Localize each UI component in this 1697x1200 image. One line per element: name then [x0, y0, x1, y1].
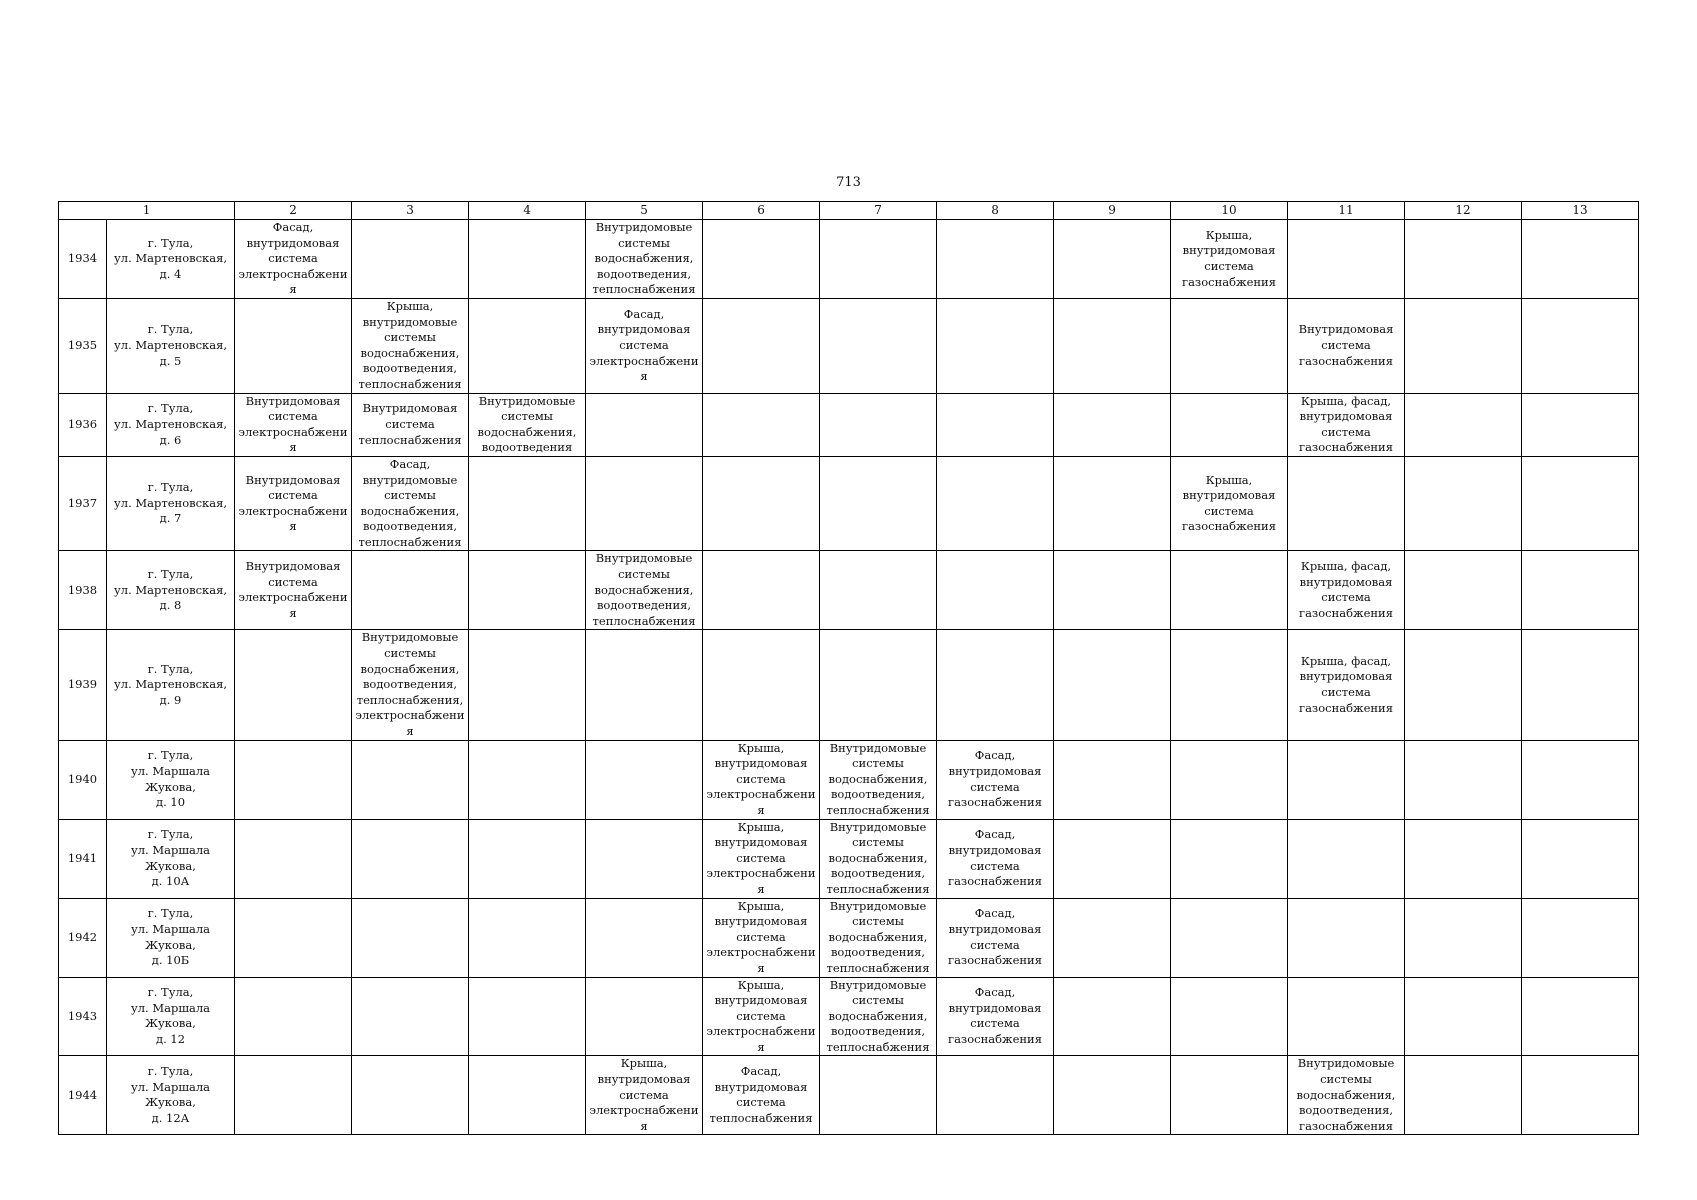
work-cell-col-3	[352, 819, 469, 898]
work-description: Крыша, внутридомовая система электроснабжения	[589, 1056, 699, 1133]
row-number: 1943	[67, 1008, 98, 1023]
work-cell-col-10	[1171, 393, 1288, 456]
row-number-cell	[59, 1056, 107, 1135]
address-cell	[107, 393, 235, 456]
work-cell-col-11	[1288, 551, 1405, 630]
work-cell-col-12	[1405, 298, 1522, 393]
work-cell-col-10	[1171, 898, 1288, 977]
work-cell-col-9	[1054, 977, 1171, 1056]
column-header-1: 1	[59, 202, 235, 220]
work-cell-col-9	[1054, 393, 1171, 456]
work-cell-col-2	[235, 898, 352, 977]
work-cell-col-7	[820, 977, 937, 1056]
work-cell-col-11	[1288, 898, 1405, 977]
address-cell	[107, 898, 235, 977]
work-cell-col-7	[820, 551, 937, 630]
row-number-cell	[59, 220, 107, 299]
work-cell-col-13	[1522, 898, 1639, 977]
work-description: Фасад, внутридомовая система газоснабжения	[948, 748, 1042, 810]
work-cell-col-7	[820, 393, 937, 456]
work-cell-col-13	[1522, 977, 1639, 1056]
work-cell-col-12	[1405, 630, 1522, 740]
work-cell-col-11	[1288, 220, 1405, 299]
column-number-header-row	[59, 202, 1639, 220]
address-text: г. Тула, ул. Мартеновская, д. 7	[114, 480, 228, 526]
work-cell-col-13	[1522, 630, 1639, 740]
address-cell	[107, 819, 235, 898]
work-cell-col-12	[1405, 898, 1522, 977]
work-cell-col-3	[352, 977, 469, 1056]
row-number-cell	[59, 630, 107, 740]
work-cell-col-5	[586, 740, 703, 819]
work-cell-col-4	[469, 630, 586, 740]
work-description: Внутридомовые системы водоснабжения, водоотведения, теплоснабжения	[826, 740, 930, 817]
work-cell-col-5	[586, 393, 703, 456]
work-cell-col-4	[469, 298, 586, 393]
work-description: Крыша, внутридомовая система газоснабжения	[1182, 227, 1276, 289]
work-description: Внутридомовая система электроснабжения	[238, 472, 348, 534]
work-description: Внутридомовые системы водоснабжения, водоотведения, теплоснабжения	[592, 551, 696, 628]
row-number: 1934	[67, 251, 98, 266]
work-description: Крыша, внутридомовая система электроснабжения	[706, 819, 816, 896]
work-cell-col-7	[820, 298, 937, 393]
work-cell-col-5	[586, 630, 703, 740]
work-cell-col-5	[586, 977, 703, 1056]
work-cell-col-8	[937, 298, 1054, 393]
column-header-13: 13	[1522, 202, 1639, 220]
table-row	[59, 393, 1639, 456]
work-cell-col-11	[1288, 977, 1405, 1056]
address-text: г. Тула, ул. Маршала Жукова, д. 12А	[130, 1064, 211, 1126]
address-text: г. Тула, ул. Мартеновская, д. 6	[114, 401, 228, 447]
work-cell-col-8	[937, 220, 1054, 299]
work-cell-col-12	[1405, 819, 1522, 898]
work-cell-col-8	[937, 393, 1054, 456]
work-cell-col-9	[1054, 898, 1171, 977]
row-number-cell	[59, 740, 107, 819]
row-number-cell	[59, 551, 107, 630]
work-cell-col-3	[352, 298, 469, 393]
table-row	[59, 977, 1639, 1056]
work-description: Фасад, внутридомовая система газоснабжения	[948, 985, 1042, 1047]
work-cell-col-4	[469, 551, 586, 630]
work-description: Крыша, внутридомовая система электроснабжения	[706, 740, 816, 817]
work-description: Внутридомовая система теплоснабжения	[358, 401, 462, 447]
work-cell-col-8	[937, 551, 1054, 630]
work-cell-col-4	[469, 1056, 586, 1135]
work-cell-col-13	[1522, 551, 1639, 630]
work-cell-col-2	[235, 456, 352, 551]
work-cell-col-3	[352, 393, 469, 456]
work-cell-col-13	[1522, 1056, 1639, 1135]
work-cell-col-10	[1171, 740, 1288, 819]
work-cell-col-11	[1288, 393, 1405, 456]
address-text: г. Тула, ул. Маршала Жукова, д. 10	[130, 748, 211, 810]
row-number: 1940	[67, 771, 98, 786]
work-cell-col-11	[1288, 740, 1405, 819]
work-description: Внутридомовая система электроснабжения	[238, 559, 348, 621]
work-description: Внутридомовые системы водоснабжения, водоотведения, газоснабжения	[1296, 1056, 1396, 1133]
repair-schedule-table	[58, 201, 1639, 1135]
work-cell-col-4	[469, 456, 586, 551]
work-cell-col-13	[1522, 298, 1639, 393]
work-cell-col-8	[937, 819, 1054, 898]
row-number: 1936	[67, 416, 98, 431]
work-cell-col-4	[469, 898, 586, 977]
work-description: Крыша, фасад, внутридомовая система газоснабжения	[1299, 393, 1393, 455]
work-description: Внутридомовые системы водоснабжения, водоотведения	[477, 393, 577, 455]
work-cell-col-7	[820, 456, 937, 551]
work-description: Внутридомовая система газоснабжения	[1298, 322, 1394, 368]
column-header-9: 9	[1054, 202, 1171, 220]
work-description: Фасад, внутридомовая система теплоснабжения	[709, 1064, 813, 1126]
column-header-8: 8	[937, 202, 1054, 220]
work-cell-col-13	[1522, 740, 1639, 819]
work-cell-col-7	[820, 898, 937, 977]
work-cell-col-10	[1171, 630, 1288, 740]
work-cell-col-12	[1405, 740, 1522, 819]
work-cell-col-9	[1054, 819, 1171, 898]
work-cell-col-8	[937, 456, 1054, 551]
row-number: 1938	[67, 582, 98, 597]
page-number: 713	[836, 175, 861, 190]
work-cell-col-6	[703, 819, 820, 898]
work-cell-col-3	[352, 551, 469, 630]
work-cell-col-4	[469, 220, 586, 299]
work-cell-col-2	[235, 298, 352, 393]
work-cell-col-6	[703, 977, 820, 1056]
work-cell-col-13	[1522, 220, 1639, 299]
address-text: г. Тула, ул. Маршала Жукова, д. 10А	[130, 827, 211, 889]
work-cell-col-11	[1288, 630, 1405, 740]
work-cell-col-2	[235, 1056, 352, 1135]
work-cell-col-5	[586, 819, 703, 898]
table-row	[59, 630, 1639, 740]
work-cell-col-6	[703, 1056, 820, 1135]
work-cell-col-5	[586, 551, 703, 630]
work-cell-col-8	[937, 740, 1054, 819]
work-cell-col-7	[820, 220, 937, 299]
table-row	[59, 740, 1639, 819]
work-description: Крыша, внутридомовая система электроснабжения	[706, 898, 816, 975]
work-cell-col-6	[703, 456, 820, 551]
work-cell-col-11	[1288, 819, 1405, 898]
work-cell-col-12	[1405, 456, 1522, 551]
table-body	[59, 220, 1639, 1135]
work-description: Крыша, фасад, внутридомовая система газоснабжения	[1299, 559, 1393, 621]
work-cell-col-13	[1522, 456, 1639, 551]
work-cell-col-10	[1171, 819, 1288, 898]
column-header-11: 11	[1288, 202, 1405, 220]
work-cell-col-9	[1054, 1056, 1171, 1135]
work-cell-col-3	[352, 1056, 469, 1135]
address-text: г. Тула, ул. Мартеновская, д. 5	[114, 322, 228, 368]
work-cell-col-6	[703, 220, 820, 299]
work-cell-col-2	[235, 551, 352, 630]
work-cell-col-6	[703, 898, 820, 977]
work-description: Внутридомовые системы водоснабжения, водоотведения, теплоснабжения	[592, 220, 696, 297]
work-description: Внутридомовые системы водоснабжения, водоотведения, теплоснабжения	[826, 898, 930, 975]
work-cell-col-8	[937, 898, 1054, 977]
work-description: Фасад, внутридомовая система газоснабжения	[948, 827, 1042, 889]
address-cell	[107, 977, 235, 1056]
column-header-6: 6	[703, 202, 820, 220]
address-text: г. Тула, ул. Мартеновская, д. 9	[114, 661, 228, 707]
work-cell-col-7	[820, 630, 937, 740]
work-cell-col-7	[820, 740, 937, 819]
table-row	[59, 819, 1639, 898]
work-cell-col-10	[1171, 456, 1288, 551]
work-cell-col-2	[235, 630, 352, 740]
work-cell-col-9	[1054, 740, 1171, 819]
work-cell-col-10	[1171, 220, 1288, 299]
work-cell-col-11	[1288, 1056, 1405, 1135]
row-number-cell	[59, 898, 107, 977]
table-row	[59, 1056, 1639, 1135]
work-cell-col-9	[1054, 630, 1171, 740]
work-description: Внутридомовые системы водоснабжения, водоотведения, теплоснабжения	[826, 977, 930, 1054]
work-description: Крыша, фасад, внутридомовая система газоснабжения	[1299, 653, 1393, 715]
address-cell	[107, 1056, 235, 1135]
row-number-cell	[59, 456, 107, 551]
table-row	[59, 456, 1639, 551]
row-number: 1935	[67, 337, 98, 352]
work-cell-col-10	[1171, 1056, 1288, 1135]
address-cell	[107, 298, 235, 393]
work-cell-col-2	[235, 393, 352, 456]
work-cell-col-4	[469, 740, 586, 819]
work-cell-col-10	[1171, 977, 1288, 1056]
row-number-cell	[59, 298, 107, 393]
work-cell-col-3	[352, 740, 469, 819]
address-cell	[107, 456, 235, 551]
work-cell-col-2	[235, 740, 352, 819]
work-cell-col-8	[937, 630, 1054, 740]
work-cell-col-12	[1405, 220, 1522, 299]
work-description: Крыша, внутридомовая система газоснабжения	[1182, 472, 1276, 534]
work-cell-col-6	[703, 630, 820, 740]
work-cell-col-5	[586, 1056, 703, 1135]
work-cell-col-5	[586, 220, 703, 299]
column-header-3: 3	[352, 202, 469, 220]
work-cell-col-12	[1405, 977, 1522, 1056]
work-cell-col-10	[1171, 551, 1288, 630]
work-cell-col-4	[469, 819, 586, 898]
work-cell-col-11	[1288, 298, 1405, 393]
table-row	[59, 551, 1639, 630]
work-cell-col-6	[703, 393, 820, 456]
row-number: 1942	[67, 929, 98, 944]
work-cell-col-5	[586, 898, 703, 977]
work-cell-col-2	[235, 977, 352, 1056]
work-cell-col-9	[1054, 456, 1171, 551]
work-description: Фасад, внутридомовые системы водоснабжения, водоотведения, теплоснабжения	[358, 456, 462, 549]
row-number: 1941	[67, 850, 98, 865]
work-description: Внутридомовые системы водоснабжения, водоотведения, теплоснабжения, электроснабжения	[355, 630, 465, 738]
work-description: Фасад, внутридомовая система газоснабжения	[948, 906, 1042, 968]
address-text: г. Тула, ул. Мартеновская, д. 8	[114, 567, 228, 613]
table-row	[59, 898, 1639, 977]
table-row	[59, 298, 1639, 393]
work-cell-col-13	[1522, 393, 1639, 456]
row-number-cell	[59, 977, 107, 1056]
row-number: 1937	[67, 495, 98, 510]
row-number: 1944	[67, 1087, 98, 1102]
work-cell-col-4	[469, 977, 586, 1056]
work-cell-col-13	[1522, 819, 1639, 898]
address-text: г. Тула, ул. Мартеновская, д. 4	[114, 235, 228, 281]
work-description: Фасад, внутридомовая система электроснабжения	[589, 306, 699, 384]
work-cell-col-7	[820, 819, 937, 898]
row-number: 1939	[67, 677, 98, 692]
work-cell-col-8	[937, 1056, 1054, 1135]
work-cell-col-12	[1405, 393, 1522, 456]
column-header-12: 12	[1405, 202, 1522, 220]
work-cell-col-3	[352, 630, 469, 740]
work-cell-col-2	[235, 220, 352, 299]
work-cell-col-10	[1171, 298, 1288, 393]
work-cell-col-12	[1405, 551, 1522, 630]
work-cell-col-9	[1054, 220, 1171, 299]
work-cell-col-3	[352, 456, 469, 551]
work-description: Внутридомовые системы водоснабжения, водоотведения, теплоснабжения	[826, 819, 930, 896]
work-cell-col-6	[703, 551, 820, 630]
address-cell	[107, 740, 235, 819]
work-cell-col-5	[586, 298, 703, 393]
work-cell-col-9	[1054, 298, 1171, 393]
address-cell	[107, 220, 235, 299]
work-cell-col-12	[1405, 1056, 1522, 1135]
work-cell-col-9	[1054, 551, 1171, 630]
address-text: г. Тула, ул. Маршала Жукова, д. 12	[130, 985, 211, 1047]
work-description: Внутридомовая система электроснабжения	[238, 393, 348, 455]
work-cell-col-2	[235, 819, 352, 898]
row-number-cell	[59, 393, 107, 456]
work-cell-col-8	[937, 977, 1054, 1056]
column-header-2: 2	[235, 202, 352, 220]
work-cell-col-3	[352, 898, 469, 977]
column-header-7: 7	[820, 202, 937, 220]
work-cell-col-4	[469, 393, 586, 456]
column-header-4: 4	[469, 202, 586, 220]
work-cell-col-3	[352, 220, 469, 299]
address-cell	[107, 551, 235, 630]
column-header-10: 10	[1171, 202, 1288, 220]
work-cell-col-6	[703, 298, 820, 393]
work-cell-col-11	[1288, 456, 1405, 551]
column-header-5: 5	[586, 202, 703, 220]
work-cell-col-7	[820, 1056, 937, 1135]
table-row	[59, 220, 1639, 299]
address-cell	[107, 630, 235, 740]
work-cell-col-5	[586, 456, 703, 551]
work-description: Крыша, внутридомовая система электроснабжения	[706, 977, 816, 1054]
row-number-cell	[59, 819, 107, 898]
work-description: Фасад, внутридомовая система электроснабжения	[238, 220, 348, 297]
work-cell-col-6	[703, 740, 820, 819]
work-description: Крыша, внутридомовые системы водоснабжения, водоотведения, теплоснабжения	[358, 298, 462, 391]
address-text: г. Тула, ул. Маршала Жукова, д. 10Б	[130, 906, 211, 968]
